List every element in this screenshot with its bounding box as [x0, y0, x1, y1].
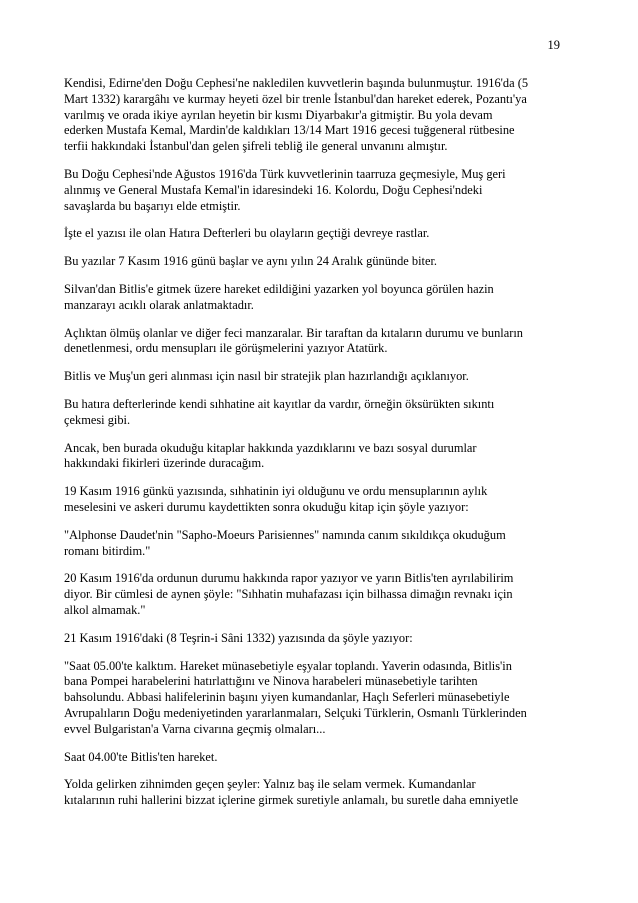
text-line: evvel Bulgaristan'a Varna civarına geçmiş olmaları... — [64, 721, 326, 736]
paragraph — [64, 226, 572, 242]
text-line: 21 Kasım 1916'daki (8 Teşrin-i Sâni 1332) yazısında da şöyle yazıyor: — [64, 630, 413, 645]
text-line: Yolda gelirken zihnimden geçen şeyler: Yalnız baş ile selam vermek. Kumandanlar — [64, 777, 476, 792]
text-line: Bu hatıra defterlerinde kendi sıhhatine ait kayıtlar da vardır, örneğin öksürükten sıkıntı — [64, 396, 495, 411]
paragraph — [64, 750, 572, 766]
text-line: alınmış ve General Mustafa Kemal'in idaresindeki 16. Kolordu, Doğu Cephesi'ndeki — [64, 182, 483, 197]
text-line: 20 Kasım 1916'da ordunun durumu hakkında rapor yazıyor ve yarın Bitlis'ten ayrılabilirim — [64, 571, 514, 586]
text-line: Mart 1332) karargâhı ve kurmay heyeti özel bir trenle İstanbul'dan hareket ederek, Pozantı'ya — [64, 91, 527, 106]
text-line: denetlenmesi, ordu mensupları ile görüşmelerini yazıyor Atatürk. — [64, 341, 388, 356]
text-line: kıtalarının ruhi hallerini bizzat içlerine girmek suretiyle anlamalı, bu suretle daha emniyetle — [64, 793, 519, 808]
paragraph — [64, 326, 572, 358]
paragraph — [64, 254, 572, 270]
paragraph — [64, 76, 572, 155]
paragraph — [64, 167, 572, 214]
paragraph — [64, 369, 572, 385]
text-line: Bitlis ve Muş'un geri alınması için nasıl bir stratejik plan hazırlandığı açıklanıyor. — [64, 369, 469, 384]
text-line: Silvan'dan Bitlis'e gitmek üzere hareket edildiğini yazarken yol boyunca görülen hazin — [64, 281, 494, 296]
text-line: hakkındaki fikirleri üzerinde duracağım. — [64, 456, 265, 471]
text-line: bana Pompei harabelerini hatırlattığını ve Ninova harabeleri münasebetiyle tarihten — [64, 674, 478, 689]
text-line: Ancak, ben burada okuduğu kitaplar hakkında yazdıklarını ve bazı sosyal durumlar — [64, 440, 477, 455]
text-line: meselesini ve askeri durumu kaydettikten sonra okuduğu kitap için şöyle yazıyor: — [64, 499, 469, 514]
page-number: 19 — [547, 38, 560, 52]
paragraph — [64, 571, 572, 618]
text-line: Avrupalıların Doğu medeniyetinden yararlanmaları, Selçuki Türklerin, Osmanlı Türklerinden — [64, 705, 527, 720]
paragraph — [64, 484, 572, 516]
text-line: çekmesi gibi. — [64, 412, 131, 427]
text-line: savaşlarda bu başarıyı elde etmiştir. — [64, 198, 241, 213]
text-line: Bu yazılar 7 Kasım 1916 günü başlar ve aynı yılın 24 Aralık gününde biter. — [64, 254, 438, 269]
text-line: ederken Mustafa Kemal, Mardin'de kaldıkları 13/14 Mart 1916 gecesi tuğgeneral rütbesine — [64, 123, 515, 138]
text-line: Saat 04.00'te Bitlis'ten hareket. — [64, 749, 218, 764]
paragraph — [64, 397, 572, 429]
paragraph — [64, 631, 572, 647]
paragraph — [64, 777, 572, 809]
paragraph — [64, 659, 572, 738]
text-line: "Saat 05.00'te kalktım. Hareket münasebetiyle eşyalar toplandı. Yaverin odasında, Bitlis'in — [64, 658, 512, 673]
text-line: Açlıktan ölmüş olanlar ve diğer feci manzaralar. Bir taraftan da kıtaların durumu ve bunların — [64, 325, 523, 340]
paragraph — [64, 528, 572, 560]
text-line: İşte el yazısı ile olan Hatıra Defterleri bu olayların geçtiği devreye rastlar. — [64, 226, 430, 241]
text-line: terfii hakkındaki İstanbul'dan gelen şifreli tebliğ ile general unvanını almıştır. — [64, 139, 448, 154]
text-line: 19 Kasım 1916 günkü yazısında, sıhhatinin iyi olduğunu ve ordu mensuplarının aylık — [64, 484, 488, 499]
text-line: Bu Doğu Cephesi'nde Ağustos 1916'da Türk kuvvetlerinin taarruza geçmesiyle, Muş geri — [64, 166, 506, 181]
text-line: diyor. Bir cümlesi de aynen şöyle: "Sıhhatin muhafazası için bilhassa dimağın revnakı için — [64, 587, 513, 602]
text-line: romanı bitirdim." — [64, 543, 151, 558]
paragraph — [64, 282, 572, 314]
text-line: "Alphonse Daudet'nin "Sapho-Moeurs Parisiennes" namında canım sıkıldıkça okuduğum — [64, 527, 506, 542]
text-line: varılmış ve orada ikiye ayrılan heyetin bir kısmı Diyarbakır'a gitmiştir. Bu yola devam — [64, 107, 493, 122]
text-line: Kendisi, Edirne'den Doğu Cephesi'ne nakledilen kuvvetlerin başında bulunmuştur. 1916'da (5 — [64, 76, 529, 90]
text-line: manzarayı acıklı olarak anlatmaktadır. — [64, 297, 254, 312]
document-body — [64, 76, 572, 821]
text-line: alkol almamak." — [64, 602, 146, 617]
text-line: bahsolundu. Abbasi halifelerinin başını yiyen kumandanlar, Haçlı Seferleri münasebetiyle — [64, 690, 510, 705]
paragraph — [64, 441, 572, 473]
